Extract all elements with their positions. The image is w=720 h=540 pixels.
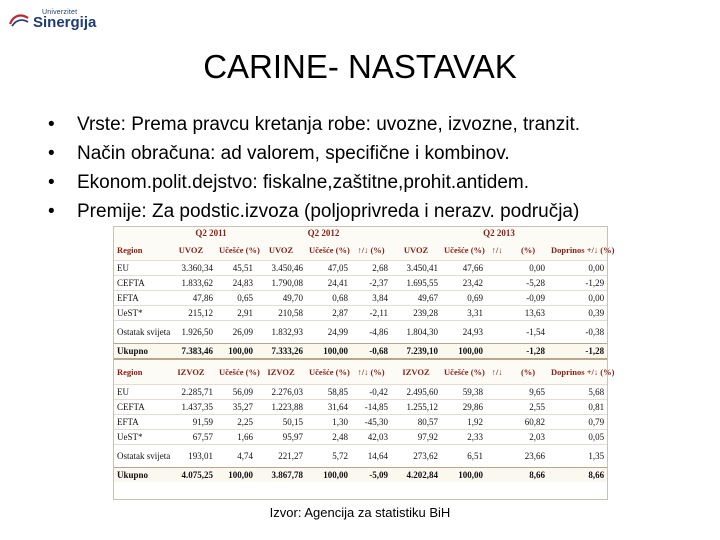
table-cell: -1,54: [508, 321, 548, 344]
table-cell: [486, 276, 508, 291]
table-cell: -45,30: [351, 415, 391, 430]
table-header-cell: UVOZ: [166, 240, 216, 261]
table-cell: 80,57: [391, 415, 441, 430]
table-region-cell: EU: [114, 261, 166, 276]
table-cell: [486, 344, 508, 360]
table-cell: 0,00: [508, 261, 548, 276]
table-cell: -2,11: [351, 306, 391, 321]
table-cell: 24,41: [306, 276, 351, 291]
table-row: [114, 385, 607, 400]
table-cell: 4.202,84: [391, 468, 441, 483]
table-cell: -1,29: [548, 276, 607, 291]
table-region-cell: Ukupno: [114, 344, 166, 360]
table-cell: 2,68: [351, 261, 391, 276]
table-cell: -0,09: [508, 291, 548, 306]
table-cell: 0,39: [548, 306, 607, 321]
table-cell: 273,62: [391, 445, 441, 468]
table-cell: 0,68: [306, 291, 351, 306]
table-row: [114, 306, 607, 321]
table-cell: 47,05: [306, 261, 351, 276]
bullet-item: • Vrste: Prema pravcu kretanja robe: uvozne, izvozne, tranzit.: [48, 110, 580, 139]
table-cell: 100,00: [306, 468, 351, 483]
table-cell: 0,00: [548, 261, 607, 276]
import-header-row: [114, 240, 607, 261]
table-cell: -1,28: [508, 344, 548, 360]
table-cell: 2,91: [216, 306, 256, 321]
table-region-cell: CEFTA: [114, 400, 166, 415]
table-cell: 193,01: [166, 445, 216, 468]
table-row: [114, 415, 607, 430]
table-cell: [486, 468, 508, 483]
table-row: [114, 276, 607, 291]
table-cell: [486, 415, 508, 430]
table-cell: 5,68: [548, 385, 607, 400]
table-header-cell: ↑/↓: [486, 240, 508, 261]
table-cell: 2,48: [306, 430, 351, 445]
table-cell: [486, 291, 508, 306]
table-cell: 7.239,10: [391, 344, 441, 360]
table-cell: 26,09: [216, 321, 256, 344]
table-region-cell: CEFTA: [114, 276, 166, 291]
table-cell: 1,30: [306, 415, 351, 430]
export-header-row: [114, 359, 607, 385]
table-cell: -4,86: [351, 321, 391, 344]
table-header-cell: [114, 227, 166, 240]
table-cell: 9,65: [508, 385, 548, 400]
table-cell: 0,69: [441, 291, 486, 306]
table-header-cell: ↑/↓ (%): [351, 240, 391, 261]
table-header-cell: ↑/↓ (%): [351, 359, 391, 385]
table-header-cell: UVOZ: [391, 240, 441, 261]
table-cell: 0,00: [548, 291, 607, 306]
table-cell: [486, 430, 508, 445]
table-header-cell: (%): [508, 240, 548, 261]
table-cell: 1.695,55: [391, 276, 441, 291]
table-region-cell: EFTA: [114, 415, 166, 430]
bullet-item: • Ekonom.polit.dejstvo: fiskalne,zaštitne,prohit.antidem.: [48, 168, 580, 197]
table-cell: 1.223,88: [256, 400, 306, 415]
table-header-cell: Region: [114, 359, 166, 385]
table-row: [114, 400, 607, 415]
bullet-list: [48, 110, 580, 226]
table-row: [114, 430, 607, 445]
table-period-cell: Q2 2012: [256, 227, 391, 240]
table-row: [114, 321, 607, 344]
table-cell: -0,38: [548, 321, 607, 344]
table-region-cell: EU: [114, 385, 166, 400]
table-cell: 3.867,78: [256, 468, 306, 483]
table-cell: 3.450,41: [391, 261, 441, 276]
table-cell: 2,03: [508, 430, 548, 445]
table-total-row: [114, 344, 607, 360]
table-cell: 1.437,35: [166, 400, 216, 415]
bullet-item: • Način obračuna: ad valorem, specifične i kombinov.: [48, 139, 580, 168]
table-region-cell: Ukupno: [114, 468, 166, 483]
table-region-cell: Ostatak svijeta: [114, 445, 166, 468]
table-cell: 4,74: [216, 445, 256, 468]
table-header-cell: Region: [114, 240, 166, 261]
table-cell: 3.360,34: [166, 261, 216, 276]
table-cell: 1.804,30: [391, 321, 441, 344]
logo-name: Sinergija: [33, 14, 97, 31]
table-cell: [486, 385, 508, 400]
table-cell: 100,00: [441, 344, 486, 360]
table-cell: 3,84: [351, 291, 391, 306]
table-row: [114, 261, 607, 276]
source-caption: Izvor: Agencija za statistiku BiH: [269, 505, 451, 520]
table-cell: 210,58: [256, 306, 306, 321]
table-cell: -5,09: [351, 468, 391, 483]
table-period-header-row: [114, 227, 607, 240]
table-cell: 2,33: [441, 430, 486, 445]
table-cell: 91,59: [166, 415, 216, 430]
table-header-cell: IZVOZ: [391, 359, 441, 385]
table-cell: -14,85: [351, 400, 391, 415]
table-region-cell: UeST*: [114, 430, 166, 445]
table-cell: [486, 261, 508, 276]
table-cell: 60,82: [508, 415, 548, 430]
table-cell: 2.276,03: [256, 385, 306, 400]
table-cell: 6,51: [441, 445, 486, 468]
table-header-cell: Učešće (%): [306, 240, 351, 261]
table-cell: 56,09: [216, 385, 256, 400]
table-cell: 0,65: [216, 291, 256, 306]
table-cell: 49,67: [391, 291, 441, 306]
table-cell: -1,28: [548, 344, 607, 360]
table-cell: 100,00: [216, 344, 256, 360]
table-cell: 221,27: [256, 445, 306, 468]
table-cell: 1.926,50: [166, 321, 216, 344]
table-cell: -0,42: [351, 385, 391, 400]
table-cell: 2.285,71: [166, 385, 216, 400]
table-cell: 97,92: [391, 430, 441, 445]
table-cell: 0,81: [548, 400, 607, 415]
table-header-cell: Učešće (%): [306, 359, 351, 385]
table-cell: 239,28: [391, 306, 441, 321]
table-cell: 31,64: [306, 400, 351, 415]
table-cell: 24,93: [441, 321, 486, 344]
table-cell: 14,64: [351, 445, 391, 468]
table-cell: [486, 306, 508, 321]
table-cell: 67,57: [166, 430, 216, 445]
table-header-cell: Doprinos +/↓ (%): [548, 359, 607, 385]
table-header-cell: UVOZ: [256, 240, 306, 261]
table-cell: 23,42: [441, 276, 486, 291]
table-cell: 8,66: [508, 468, 548, 483]
table-row: [114, 445, 607, 468]
table-header-cell: ↑/↓: [486, 359, 508, 385]
table-header-cell: IZVOZ: [256, 359, 306, 385]
table-cell: 1,92: [441, 415, 486, 430]
trade-table: [114, 227, 615, 482]
logo-university-label: Univerzitet: [42, 9, 78, 16]
table-cell: 2,87: [306, 306, 351, 321]
table-cell: 1,66: [216, 430, 256, 445]
table-cell: 2.495,60: [391, 385, 441, 400]
table-cell: -5,28: [508, 276, 548, 291]
table-region-cell: Ostatak svijeta: [114, 321, 166, 344]
table-period-cell: Q2 2011: [166, 227, 256, 240]
table-cell: 45,51: [216, 261, 256, 276]
table-header-cell: Doprinos +/↓ (%): [548, 240, 607, 261]
university-logo: [8, 6, 100, 32]
table-period-cell: Q2 2013: [391, 227, 607, 240]
table-cell: 1.832,93: [256, 321, 306, 344]
table-cell: 215,12: [166, 306, 216, 321]
table-cell: 5,72: [306, 445, 351, 468]
table-cell: 2,55: [508, 400, 548, 415]
table-cell: 1.255,12: [391, 400, 441, 415]
table-cell: 0,79: [548, 415, 607, 430]
trade-table-image: [113, 226, 615, 500]
table-cell: 100,00: [441, 468, 486, 483]
table-cell: 100,00: [216, 468, 256, 483]
table-cell: 13,63: [508, 306, 548, 321]
table-header-cell: Učešće (%): [216, 359, 256, 385]
table-cell: 29,86: [441, 400, 486, 415]
table-cell: 35,27: [216, 400, 256, 415]
table-header-cell: (%): [508, 359, 548, 385]
table-cell: 24,83: [216, 276, 256, 291]
table-header-cell: Učešće (%): [441, 359, 486, 385]
table-cell: [486, 400, 508, 415]
table-header-cell: Učešće (%): [441, 240, 486, 261]
table-cell: 7.333,26: [256, 344, 306, 360]
table-cell: 0,05: [548, 430, 607, 445]
bullet-item: • Premije: Za podstic.izvoza (poljoprivreda i nerazv. područja): [48, 197, 580, 226]
table-cell: 100,00: [306, 344, 351, 360]
table-cell: -0,68: [351, 344, 391, 360]
table-cell: 50,15: [256, 415, 306, 430]
table-cell: 58,85: [306, 385, 351, 400]
table-cell: 7.383,46: [166, 344, 216, 360]
table-cell: 42,03: [351, 430, 391, 445]
table-total-row: [114, 468, 607, 483]
table-region-cell: EFTA: [114, 291, 166, 306]
table-header-cell: Učešće (%): [216, 240, 256, 261]
table-cell: 1.790,08: [256, 276, 306, 291]
table-cell: 47,86: [166, 291, 216, 306]
table-cell: 49,70: [256, 291, 306, 306]
table-cell: 3.450,46: [256, 261, 306, 276]
logo-swirl-icon: [8, 12, 30, 28]
table-header-cell: IZVOZ: [166, 359, 216, 385]
table-cell: 59,38: [441, 385, 486, 400]
slide-title: CARINE- NASTAVAK: [203, 48, 517, 85]
table-cell: 1.833,62: [166, 276, 216, 291]
table-cell: 3,31: [441, 306, 486, 321]
table-cell: [486, 445, 508, 468]
table-cell: -2,37: [351, 276, 391, 291]
table-cell: 47,66: [441, 261, 486, 276]
table-cell: 8,66: [548, 468, 607, 483]
table-cell: 24,99: [306, 321, 351, 344]
table-cell: [486, 321, 508, 344]
table-region-cell: UeST*: [114, 306, 166, 321]
table-cell: 23,66: [508, 445, 548, 468]
table-cell: 2,25: [216, 415, 256, 430]
table-cell: 95,97: [256, 430, 306, 445]
table-cell: 1,35: [548, 445, 607, 468]
table-cell: 4.075,25: [166, 468, 216, 483]
table-row: [114, 291, 607, 306]
